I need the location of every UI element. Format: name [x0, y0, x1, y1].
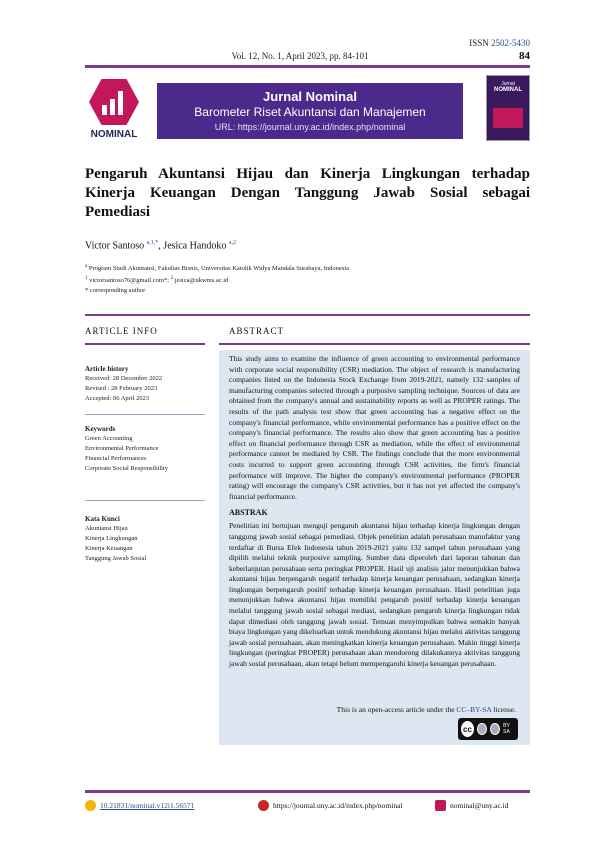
header-rule — [85, 65, 530, 68]
issn — [469, 38, 530, 48]
journal-title: Jurnal Nominal — [263, 89, 357, 104]
received-date: Received: 28 December 2022 — [85, 375, 163, 382]
journal-logo — [85, 75, 143, 147]
journal-url-link[interactable]: https://journal.uny.ac.id/index.php/nominal — [273, 801, 403, 810]
doi-link[interactable]: 10.21831/nominal.v12i1.56571 — [100, 801, 195, 810]
divider — [85, 414, 205, 415]
kata-kunci-item: Tanggung Jawab Sosial — [85, 555, 147, 562]
issn-link[interactable]: 2502-5430 — [491, 38, 530, 48]
affiliations — [85, 262, 530, 296]
by-icon — [477, 723, 487, 735]
keyword: Environmental Performance — [85, 445, 159, 452]
abstrak-heading: ABSTRAK — [229, 508, 268, 518]
journal-url[interactable]: URL: https://journal.uny.ac.id/index.php/nominal — [214, 122, 406, 132]
author-affiliation-mark: a,1,* — [146, 240, 159, 246]
article-title: Pengaruh Akuntansi Hijau dan Kinerja Lingkungan terhadap Kinerja Keuangan Dengan Tanggung Jawab Sosial sebagai Pemediasi — [85, 166, 530, 220]
affil-mark: 1 — [85, 276, 88, 282]
abstract-rule — [219, 343, 530, 345]
sa-icon — [490, 723, 500, 735]
page-number: 84 — [519, 50, 530, 62]
affil-mark: 2 — [170, 276, 174, 282]
abstract-english: This study aims to examine the influence of green accounting to environmental performance with corporate social responsibility (CSR) mediation. The object of research is manufacturing companies listed on the Indonesia Stock Exchange from 2019-2021, namely 132 samples of manufacturing companies selected through a purposive sampling technique. Sources of data are obtained from the company's annual and sustainability reports as well as PROPER ratings. The results of the path analysis test show that green accounting has a negative effect on the company's financial performance, while environmental performance has a positive effect on the company's financial performance. The results also show that green accounting has a positive effect on financial performance through CSR as mediation, while the effect of environmental performance cannot be mediated by CSR. The findings conclude that the more environmental costs incurred to support green accounting through CSR activities, the firm's financial performance will improve. The higher the company's environmental performance (PROPER rating) will encourage the company's CSR activities, but it has not yet affected the company's financial performance. — [229, 354, 520, 501]
volume-line: Vol. 12, No. 1, April 2023, pp. 84-101 — [231, 51, 369, 61]
license-link[interactable]: CC–BY-SA — [456, 705, 492, 714]
keyword: Green Accounting — [85, 435, 133, 442]
journal-email[interactable]: nominal@uny.ac.id — [450, 801, 509, 810]
info-rule — [85, 343, 205, 345]
keywords-block — [85, 424, 168, 474]
email[interactable]: jesica@ukwms.ac.id — [174, 277, 229, 285]
keyword: Corporate Social Responsibility — [85, 465, 169, 472]
author-affiliation-mark: a,2 — [228, 240, 237, 246]
accepted-date: Accepted: 06 April 2023 — [85, 395, 150, 402]
email-footer — [435, 800, 509, 811]
article-info-heading: ARTICLE INFO — [85, 326, 158, 336]
divider — [85, 500, 205, 501]
abstract-indonesian: Penelitian ini bertujuan menguji pengaruh akuntansi hijau terhadap kinerja lingkungan dengan tanggung jawab sosial sebagai pemediasi. Objek penelitian adalah perusahaan manufaktur yang terdaftar di Bursa Efek Indonesia tahun 2019-2021 yaitu 132 sampel tahun perusahaan yang dipilih melalui teknik purposive sampling. Sumber data diperoleh dari laporan tahunan dan keberlanjutan perusahaan serta peringkat PROPER. Hasil uji analisis jalur menunjukkan bahwa akuntansi hijau berpengaruh negatif terhadap kinerja keuangan perusahaan, sedangkan kinerja lingkungan berpengaruh positif terhadap kinerja keuangan perusahaan. Hasil penelitian juga menunjukkan bahwa akuntansi hijau memiliki pengaruh positif terhadap kinerja keuangan melalui tanggung jawab sosial sebagai mediasi, sedangkan pengaruh kinerja lingkungan tidak dapat dimediasi oleh tanggung jawab sosial. Temuan menyimpulkan bahwa semakin banyak biaya lingkungan yang dikeluarkan untuk mendukung akuntansi hijau melalui aktivitas tanggung jawab sosial perusahaan, akan meningkatkan kinerja keuangan perusahaan. Makin tinggi kinerja lingkungan (peringkat PROPER) perusahaan akan mendorong dilakukannya aktivitas tanggung jawab sosial perusahaan, akan tetapi belum mempengaruhi kinerja keuangan perusahaan. — [229, 521, 520, 669]
author-separator: , — [158, 240, 164, 252]
kata-kunci-item: Akuntansi Hijau — [85, 525, 128, 532]
kata-kunci-item: Kinerja Lingkungan — [85, 535, 138, 542]
keyword: Financial Performances — [85, 455, 147, 462]
footer-rule — [85, 790, 530, 793]
logo-text: NOMINAL — [90, 129, 138, 140]
affil-mark: a — [85, 264, 88, 269]
article-history — [85, 364, 162, 404]
open-access-line — [219, 705, 530, 714]
cover-top: Jurnal — [501, 81, 515, 87]
author-name: Victor Santoso — [85, 240, 145, 252]
cover-name: NOMINAL — [494, 87, 522, 93]
journal-cover-thumbnail — [486, 75, 530, 141]
history-title: Article history — [85, 365, 129, 373]
url-footer — [258, 800, 403, 811]
globe-icon — [258, 800, 269, 811]
banner-panel — [157, 83, 463, 139]
keywords-title: Keywords — [85, 425, 116, 433]
open-access-suffix: license. — [491, 705, 516, 714]
author-line — [85, 240, 236, 251]
journal-subtitle: Barometer Riset Akuntansi dan Manajemen — [194, 105, 426, 119]
mail-icon — [435, 800, 446, 811]
section-rule — [85, 314, 530, 316]
open-access-text: This is an open-access article under the — [336, 705, 457, 714]
doi-footer — [85, 800, 194, 811]
issn-label: ISSN — [469, 38, 489, 48]
corresponding-author: * corresponding author — [85, 287, 146, 295]
kata-kunci-item: Kinerja Keuangan — [85, 545, 133, 552]
bar-chart-icon — [102, 89, 126, 115]
affiliation: Program Studi Akuntansi, Fakultas Bisnis, Universitas Katolik Widya Mandala Surabaya, Indonesia — [88, 265, 349, 273]
cc-badge-label: BY SA — [503, 723, 510, 735]
abstract-heading: ABSTRACT — [229, 326, 285, 336]
journal-banner — [85, 75, 530, 147]
cc-license-badge[interactable] — [458, 718, 518, 740]
doi-icon — [85, 800, 96, 811]
author-name: Jesica Handoko — [163, 240, 227, 252]
kata-kunci-block — [85, 514, 146, 564]
cc-icon: cc — [461, 721, 474, 737]
kata-kunci-title: Kata Kunci — [85, 515, 120, 523]
revised-date: Revised : 28 February 2023 — [85, 385, 158, 392]
email[interactable]: victorsantoso76@gmail.com*; — [89, 277, 169, 285]
abstract-box — [219, 350, 530, 745]
cover-graphic — [493, 108, 523, 128]
